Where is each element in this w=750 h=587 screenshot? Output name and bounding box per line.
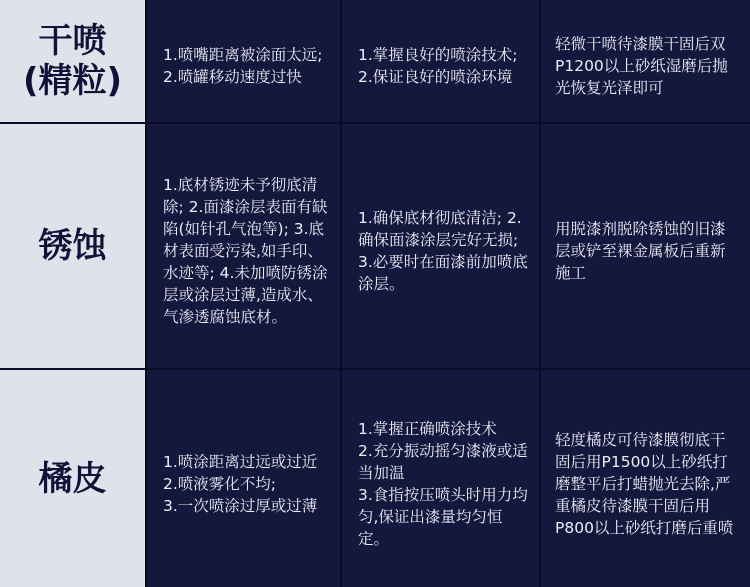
defect-name: 锈蚀 xyxy=(38,226,107,266)
cause-cell xyxy=(147,370,342,587)
remedy-text: 用脱漆剂脱除锈蚀的旧漆层或铲至裸金属板后重新施工 xyxy=(555,220,726,282)
prevention-text: 1.掌握良好的喷涂技术; 2.保证良好的喷涂环境 xyxy=(358,46,518,86)
prevention-cell xyxy=(342,0,541,124)
remedy-text: 轻度橘皮可待漆膜彻底干固后用P1500以上砂纸打磨整平后打蜡抛光去除,严重橘皮待漆膜干固后用P800以上砂纸打磨后重喷 xyxy=(555,430,734,537)
prevention-text: 1.确保底材彻底清洁; 2.确保面漆涂层完好无损; 3.必要时在面漆前加喷底涂层。 xyxy=(358,209,528,293)
cause-text: 1.底材锈迹未予彻底清除; 2.面漆涂层表面有缺陷(如针孔气泡等); 3.底材表面受污染,如手印、水迹等; 4.未加喷防锈涂层或涂层过薄,造成水、气渗透腐蚀底材。 xyxy=(163,176,328,326)
remedy-cell xyxy=(541,370,750,587)
defect-name-cell xyxy=(0,0,147,124)
prevention-cell xyxy=(342,370,541,587)
defect-name-cell xyxy=(0,370,147,587)
cause-cell xyxy=(147,124,342,370)
remedy-text: 轻微干喷待漆膜干固后双P1200以上砂纸湿磨后抛光恢复光泽即可 xyxy=(555,35,728,97)
cause-text: 1.喷嘴距离被涂面太远; 2.喷罐移动速度过快 xyxy=(163,46,323,86)
remedy-cell xyxy=(541,124,750,370)
prevention-cell xyxy=(342,124,541,370)
defect-name: 橘皮 xyxy=(38,458,107,499)
cause-cell xyxy=(147,0,342,124)
prevention-text: 1.掌握正确喷涂技术 2.充分振动摇匀漆液或适当加温 3.食指按压喷头时用力均匀,保证出漆量均匀恒定。 xyxy=(358,419,528,548)
defect-name-cell xyxy=(0,124,147,370)
defect-name: 干喷 (精粒) xyxy=(22,21,123,101)
remedy-cell xyxy=(541,0,750,124)
cause-text: 1.喷涂距离过远或过近 2.喷液雾化不均; 3.一次喷涂过厚或过薄 xyxy=(163,452,318,515)
